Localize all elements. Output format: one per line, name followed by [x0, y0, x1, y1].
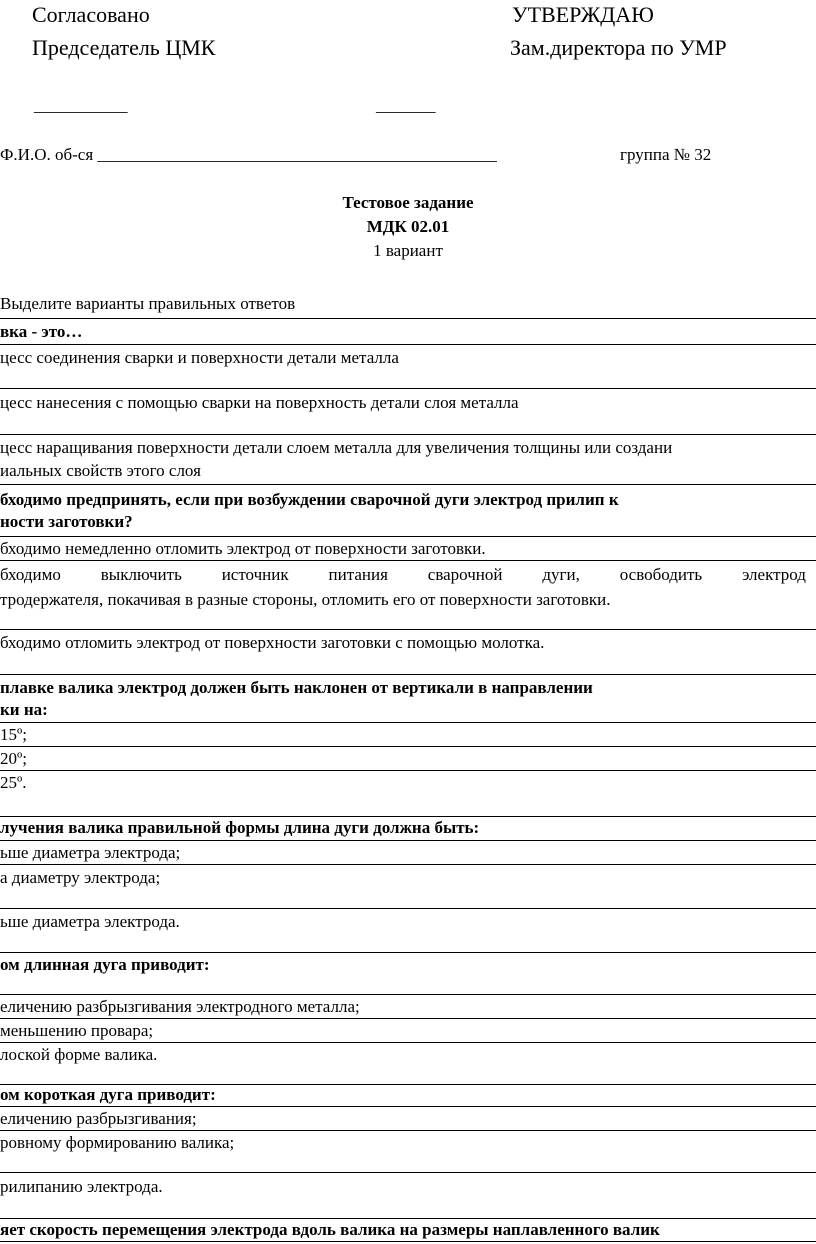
- question-2-option-c: бходимо отломить электрод от поверхности заготовки с помощью молотка.: [0, 633, 545, 652]
- rule: [0, 674, 816, 675]
- question-1-option-a: цесс соединения сварки и поверхности детали металла: [0, 348, 399, 367]
- question-6: ом короткая дуга приводит:: [0, 1085, 216, 1104]
- rule: [0, 952, 816, 953]
- rule: [0, 344, 816, 345]
- rule: [0, 1042, 816, 1043]
- question-4: лучения валика правильной формы длина дуги должна быть:: [0, 818, 480, 837]
- question-1: вка - это…: [0, 322, 83, 341]
- rule: [0, 746, 816, 747]
- rule: [0, 536, 816, 537]
- question-5-option-a: еличению разбрызгивания электродного металла;: [0, 997, 360, 1016]
- rule: [0, 1241, 816, 1242]
- rule: [0, 908, 816, 909]
- question-4-option-c: ьше диаметра электрода.: [0, 912, 180, 931]
- question-2-option-a: бходимо немедленно отломить электрод от поверхности заготовки.: [0, 539, 486, 558]
- rule: [0, 560, 816, 561]
- student-name-field: Ф.И.О. об-ся _______________________________________________: [0, 145, 497, 164]
- word: источник: [221, 565, 289, 584]
- question-6-option-c: рилипанию электрода.: [0, 1177, 163, 1196]
- word: сварочной: [427, 565, 503, 584]
- deputy-director-label: Зам.директора по УМР: [510, 35, 727, 60]
- rule: [0, 434, 816, 435]
- test-title: Тестовое задание: [342, 193, 474, 212]
- question-3-option-a: 15º;: [0, 725, 27, 744]
- module-code: МДК 02.01: [366, 217, 450, 236]
- question-7: яет скорость перемещения электрода вдоль валика на размеры наплавленного валик: [0, 1220, 660, 1239]
- group-number: группа № 32: [620, 145, 712, 164]
- instruction-text: Выделите варианты правильных ответов: [0, 294, 296, 313]
- rule: [0, 994, 816, 995]
- signature-line-right: _______: [376, 96, 436, 115]
- question-1-option-b: цесс нанесения с помощью сварки на поверхность детали слоя металла: [0, 393, 519, 412]
- word: электрод: [742, 565, 806, 584]
- word: дуги,: [542, 565, 580, 584]
- word: освободить: [619, 565, 703, 584]
- rule: [0, 1218, 816, 1219]
- approved-label: Согласовано: [32, 2, 150, 27]
- rule: [0, 1130, 816, 1131]
- question-6-option-b: ровному формированию валика;: [0, 1133, 235, 1152]
- rule: [0, 1018, 816, 1019]
- question-4-option-a: ьше диаметра электрода;: [0, 843, 181, 862]
- rule: [0, 770, 816, 771]
- question-2-line-1: бходимо предпринять, если при возбуждении сварочной дуги электрод прилип к: [0, 490, 619, 509]
- question-2-line-2: ности заготовки?: [0, 512, 133, 531]
- rule: [0, 1172, 816, 1173]
- rule: [0, 388, 816, 389]
- question-6-option-a: еличению разбрызгивания;: [0, 1109, 197, 1128]
- rule: [0, 840, 816, 841]
- rule: [0, 484, 816, 485]
- chairman-label: Председатель ЦМК: [32, 35, 216, 60]
- question-4-option-b: а диаметру электрода;: [0, 868, 161, 887]
- word: питания: [328, 565, 388, 584]
- rule: [0, 816, 816, 817]
- approve-label: УТВЕРЖДАЮ: [512, 2, 654, 27]
- question-3-option-b: 20º;: [0, 749, 27, 768]
- question-5: ом длинная дуга приводит:: [0, 955, 210, 974]
- rule: [0, 629, 816, 630]
- question-2-option-b-cont: тродержателя, покачивая в разные стороны, отломить его от поверхности заготовки.: [0, 590, 611, 609]
- variant-label: 1 вариант: [373, 241, 443, 260]
- rule: [0, 318, 816, 319]
- question-3-line-1: плавке валика электрод должен быть наклонен от вертикали в направлении: [0, 678, 593, 697]
- question-2-option-b: [0, 565, 806, 585]
- rule: [0, 722, 816, 723]
- word: выключить: [100, 565, 182, 584]
- question-5-option-b: меньшению провара;: [0, 1021, 154, 1040]
- signature-line-left: ___________: [34, 96, 128, 115]
- rule: [0, 864, 816, 865]
- question-1-option-c: цесс наращивания поверхности детали слоем металла для увеличения толщины или создани: [0, 438, 673, 457]
- question-3-option-c: 25º.: [0, 773, 27, 792]
- word: бходимо: [0, 565, 61, 584]
- question-1-option-c-cont: иальных свойств этого слоя: [0, 461, 201, 480]
- question-3-line-2: ки на:: [0, 700, 48, 719]
- rule: [0, 1106, 816, 1107]
- question-5-option-c: лоской форме валика.: [0, 1045, 158, 1064]
